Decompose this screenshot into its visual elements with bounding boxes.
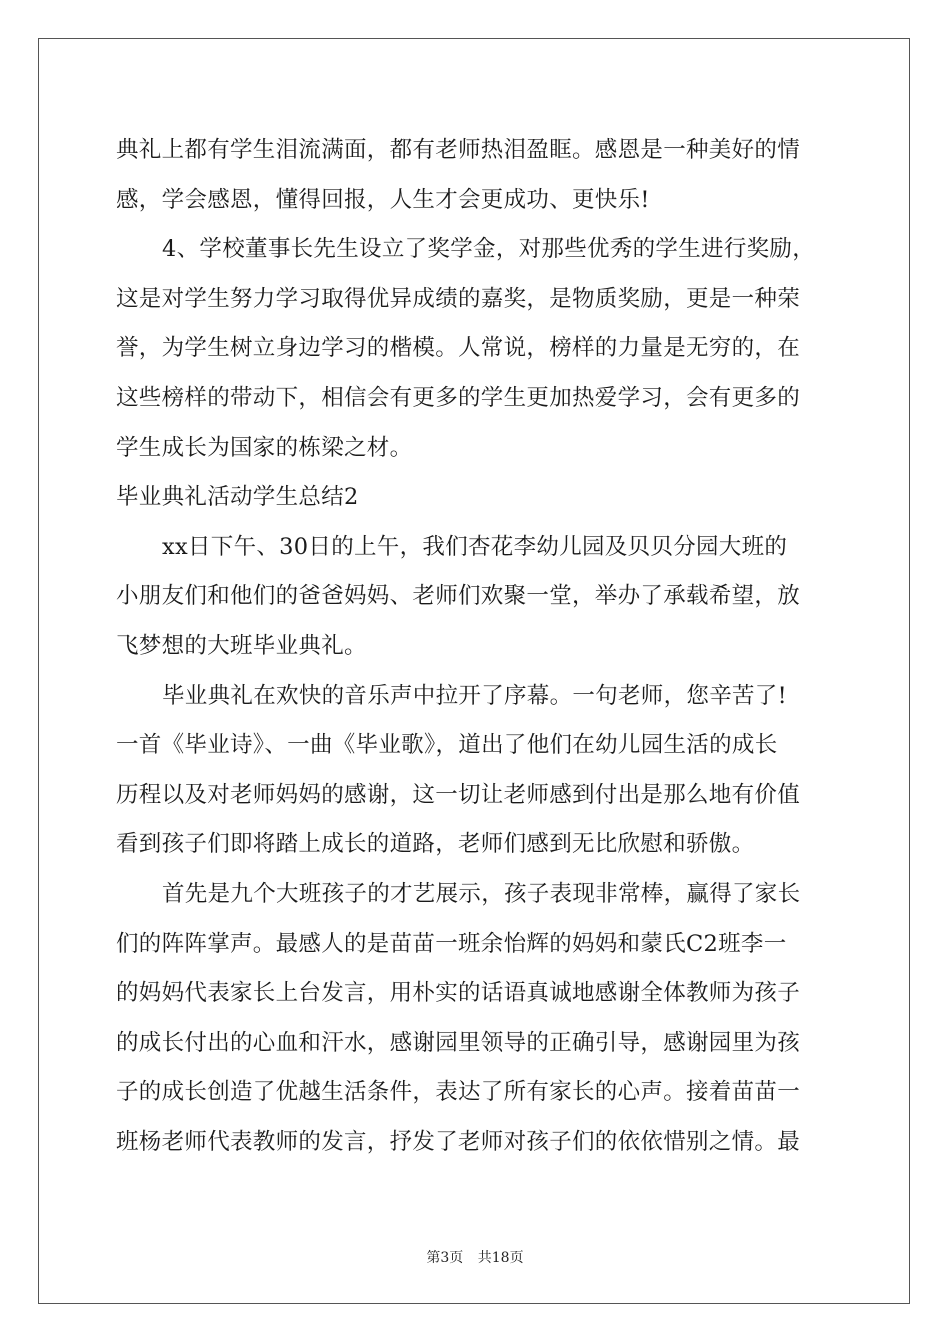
page-number: 第3页 (426, 1250, 464, 1266)
text-line: 典礼上都有学生泪流满面，都有老师热泪盈眶。感恩是一种美好的情 (116, 137, 801, 163)
paragraph-start: 毕业典礼在欢快的音乐声中拉开了序幕。一句老师，您辛苦了! (162, 682, 787, 709)
text-line: 誉，为学生树立身边学习的楷模。人常说，榜样的力量是无穷的，在 (116, 335, 801, 362)
paragraph-start: xx日下午、30日的上午，我们杏花李幼儿园及贝贝分园大班的 (162, 533, 788, 560)
text-line: 这些榜样的带动下，相信会有更多的学生更加热爱学习，会有更多的 (116, 384, 801, 411)
paragraph-start: 4、学校董事长先生设立了奖学金，对那些优秀的学生进行奖励， (162, 236, 816, 263)
text-line: 一首《毕业诗》、一曲《毕业歌》，道出了他们在幼儿园生活的成长 (116, 732, 778, 759)
text-line: 子的成长创造了优越生活条件，表达了所有家长的心声。接着苗苗一 (116, 1079, 801, 1106)
page-total: 共18页 (477, 1250, 524, 1266)
text-line: 感，学会感恩，懂得回报，人生才会更成功、更快乐! (116, 186, 650, 213)
text-line: 飞梦想的大班毕业典礼。 (116, 632, 367, 659)
text-line: 的成长付出的心血和汗水，感谢园里领导的正确引导，感谢园里为孩 (116, 1029, 801, 1056)
text-line: 这是对学生努力学习取得优异成绩的嘉奖，是物质奖励，更是一种荣 (116, 285, 801, 312)
text-line: 学生成长为国家的栋梁之材。 (116, 434, 413, 461)
text-line: 看到孩子们即将踏上成长的道路，老师们感到无比欣慰和骄傲。 (116, 831, 755, 858)
text-line: 的妈妈代表家长上台发言，用朴实的话语真诚地感谢全体教师为孩子 (116, 980, 801, 1007)
paragraph-start: 首先是九个大班孩子的才艺展示，孩子表现非常棒，赢得了家长 (162, 880, 801, 907)
text-line: 小朋友们和他们的爸爸妈妈、老师们欢聚一堂，举办了承载希望，放 (116, 583, 801, 610)
text-line: 历程以及对老师妈妈的感谢，这一切让老师感到付出是那么地有价值 (116, 781, 801, 808)
page-footer (0, 1247, 950, 1267)
text-line: 班杨老师代表教师的发言，抒发了老师对孩子们的依依惜别之情。最 (116, 1128, 801, 1155)
text-line: 们的阵阵掌声。最感人的是苗苗一班余怡辉的妈妈和蒙氏C2班李一 (116, 930, 787, 957)
section-heading: 毕业典礼活动学生总结2 (116, 484, 359, 511)
document-body (116, 126, 836, 1167)
